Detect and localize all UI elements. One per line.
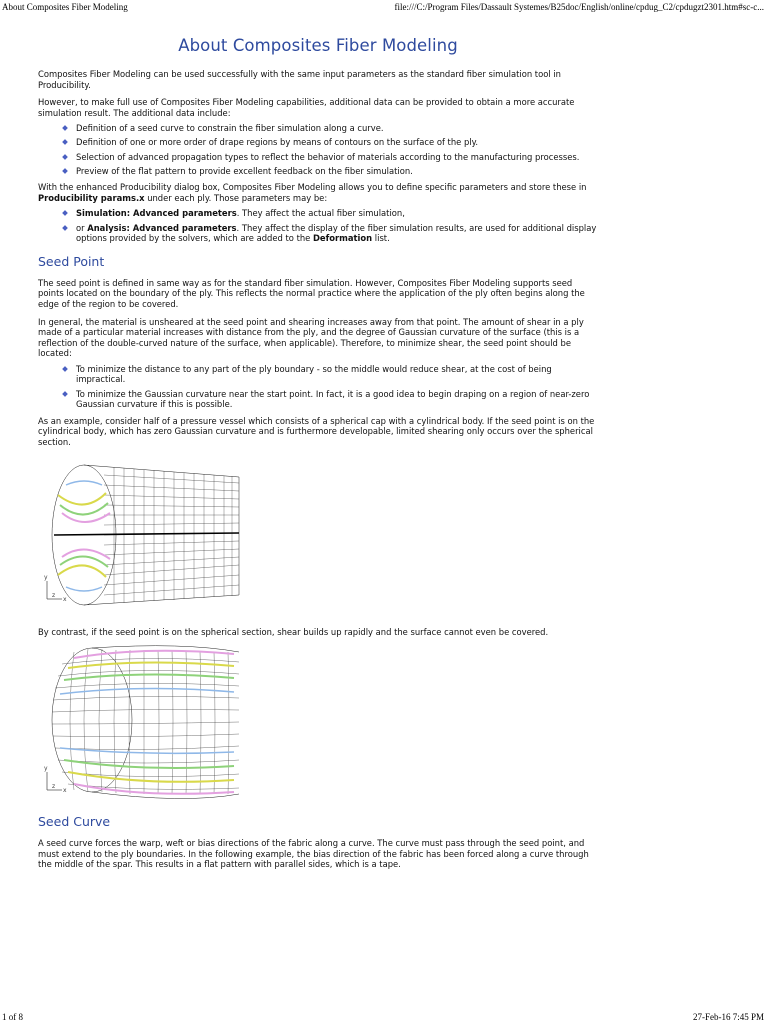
seed-point-paragraph-2: In general, the material is unsheared at the seed point and shearing increases away from that point. The amount of shear in a ply made of a particular material increases with distance from the ply, and the degree of Gaussian curvature of the surface (this is a reflection of the double-curved nature of the surface, when applicable). Therefore, to minimize shear, the seed point should be located:	[38, 316, 584, 359]
print-header-url: file:///C:/Program Files/Dassault Systemes/B25doc/English/online/cpdug_C2/cpdugzt2301.htm#sc-c...	[394, 2, 764, 12]
section-title-seed-curve: Seed Curve	[38, 814, 111, 830]
seed-curve-paragraph-1: A seed curve forces the warp, weft or bias directions of the fabric along a curve. The curve must pass through the seed point, and must extend to the ply boundaries. In the following example, the bias direction of the fabric has been forced along a curve through the middle of the spar. This results in a flat pattern with parallel sides, which is a tape.	[38, 838, 589, 870]
producibility-params-term: Producibility params.x	[38, 192, 145, 203]
bullet-icon	[62, 211, 68, 217]
seed-point-paragraph-4: By contrast, if the seed point is on the spherical section, shear builds up rapidly and the surface cannot even be covered.	[38, 626, 549, 637]
bullet-icon	[62, 126, 68, 132]
list-item: Definition of a seed curve to constrain the fiber simulation along a curve.	[63, 123, 598, 134]
sphere-seed-figure	[44, 644, 244, 804]
bullet-icon	[62, 391, 68, 397]
list-item: Simulation: Advanced parameters. They affect the actual fiber simulation,	[63, 208, 598, 219]
axis-z-label: z	[52, 591, 56, 599]
axis-y-label: y	[44, 765, 48, 773]
seed-point-paragraph-1: The seed point is defined in same way as for the standard fiber simulation. However, Composites Fiber Modeling supports seed points located on the boundary of the ply. This reflects the normal practice where the application of the ply often begins along the edge of the region to be covered.	[38, 277, 585, 309]
print-header	[0, 2, 768, 16]
intro-paragraph-3: With the enhanced Producibility dialog box, Composites Fiber Modeling allows you to define specific parameters and store these in Producibility params.x under each ply. Those parameters may be:	[38, 182, 587, 203]
intro-paragraph-2: However, to make full use of Composites Fiber Modeling capabilities, additional data can be provided to obtain a more accurate simulation result. The additional data include:	[38, 97, 575, 118]
section-title-seed-point: Seed Point	[38, 253, 105, 269]
bullet-icon	[62, 140, 68, 146]
list-item: or Analysis: Advanced parameters. They affect the display of the fiber simulation results, are used for additional display options provided by the solvers, which are added to the Deformation list.	[63, 223, 598, 244]
axis-x-label: x	[63, 595, 67, 603]
list-item: Preview of the flat pattern to provide excellent feedback on the fiber simulation.	[63, 166, 598, 177]
print-header-title: About Composites Fiber Modeling	[2, 2, 128, 12]
page-count: 1 of 8	[2, 1012, 23, 1022]
document-body	[38, 36, 598, 877]
axis-y-label: y	[44, 573, 48, 581]
parameters-list	[38, 208, 598, 243]
axis-x-label: x	[63, 787, 67, 795]
print-timestamp: 27-Feb-16 7:45 PM	[692, 1012, 764, 1022]
seed-point-location-list	[38, 364, 598, 410]
additional-data-list	[38, 123, 598, 176]
bullet-icon	[62, 154, 68, 160]
seed-point-paragraph-3: As an example, consider half of a pressure vessel which consists of a spherical cap with a cylindrical body. If the seed point is on the cylindrical body, which has zero Gaussian curvature and is furthermore developable, limited shearing only occurs over the spherical section.	[38, 415, 595, 447]
list-item: To minimize the distance to any part of the ply boundary - so the middle would reduce shear, at the cost of being impractical.	[63, 364, 598, 385]
bullet-icon	[62, 366, 68, 372]
list-item: To minimize the Gaussian curvature near the start point. In fact, it is a good idea to begin draping on a region of near-zero Gaussian curvature if this is possible.	[63, 389, 598, 410]
bullet-icon	[62, 168, 68, 174]
intro-paragraph-1: Composites Fiber Modeling can be used successfully with the same input parameters as the standard fiber simulation tool in Producibility.	[38, 69, 561, 90]
list-item: Definition of one or more order of drape regions by means of contours on the surface of the ply.	[63, 137, 598, 148]
cylinder-seed-figure	[44, 455, 244, 617]
page-title: About Composites Fiber Modeling	[178, 36, 458, 55]
list-item: Selection of advanced propagation types to reflect the behavior of materials according to the manufacturing processes.	[63, 152, 598, 163]
axis-z-label: z	[52, 783, 56, 791]
bullet-icon	[62, 225, 68, 231]
